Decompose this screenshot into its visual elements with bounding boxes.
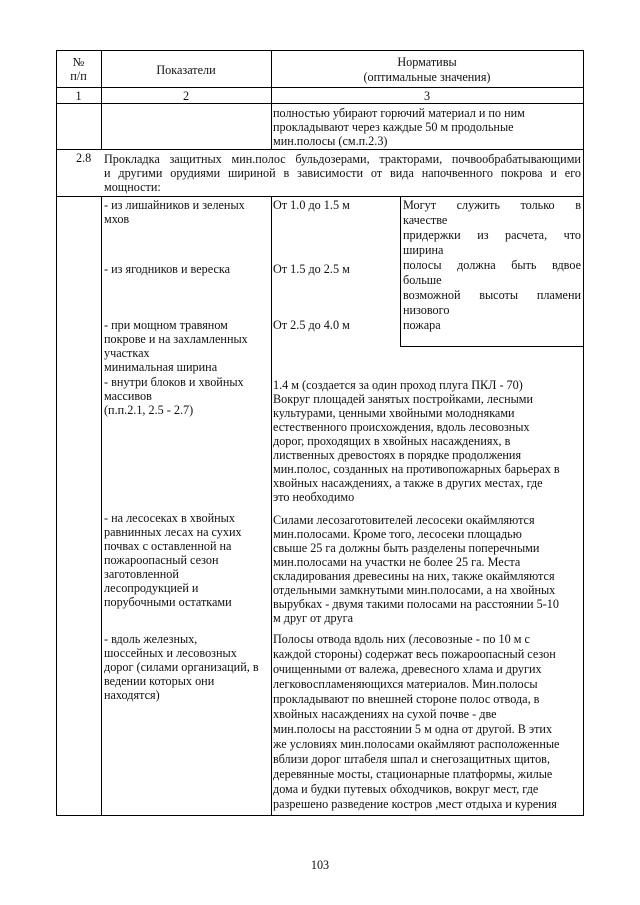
row-value-logging: свыше 25 га должны быть разделены поперечными (273, 541, 540, 555)
row-value-roads: прокладывают по внешней стороне полос отвода, в (273, 692, 540, 706)
header-norms-line1: Нормативы (397, 55, 457, 69)
row-label-roads: дорог (силами организаций, в (104, 660, 259, 674)
row-label-berry: - из ягодников и вереска (104, 262, 230, 276)
note-cell-divider (400, 196, 401, 347)
row-label-lichen: мхов (104, 212, 130, 226)
row-label-logging: пожароопасный сезон (104, 553, 219, 567)
row-value-logging: м друг от друга (273, 611, 353, 625)
col-divider-2-lower (271, 196, 272, 816)
row-label-roads: ведении которых они (104, 674, 215, 688)
row-value-logging: вырубках - двумя такими полосами на расстоянии 5-10 (273, 597, 559, 611)
section-text-line: Прокладка защитных мин.полос бульдозерами, тракторами, почвообрабатывающими (104, 152, 581, 166)
colnum-3: 3 (423, 89, 431, 103)
note-cell-bottom (400, 346, 584, 347)
header-norms-line2: (оптимальные значения) (363, 70, 491, 84)
row-value-logging: складирования древесины на них, также окаймляются (273, 569, 555, 583)
section-text-line: и другими орудиями шириной в зависимости от вида напочвенного покрова и его (104, 166, 581, 180)
row-value-blocks: дорог, проходящих в хвойных насаждениях, в (273, 434, 511, 448)
row-value-logging: мин.полосами на участки не более 25 га. Места (273, 555, 521, 569)
row-value-roads: дома и будки путевых обходчиков, вокруг мест, где (273, 782, 539, 796)
note-line: больше (403, 273, 442, 287)
continuation-line: мин.полосы (см.п.2.3) (273, 134, 388, 148)
section-divider-top (56, 149, 584, 150)
row-value-blocks: мин.полос, созданных на противопожарных барьерах в (273, 462, 560, 476)
row-value-blocks: 1.4 м (создается за один проход плуга ПКЛ - 70) (273, 378, 523, 392)
row-value-roads: хвойных насаждениях на сухой почве - две (273, 707, 497, 721)
table-border-left (56, 50, 57, 816)
continuation-line: прокладывают через каждые 50 м продольные (273, 120, 514, 134)
row-label-logging: равнинных лесах на сухих (104, 525, 242, 539)
row-value-lichen: От 1.0 до 1.5 м (273, 198, 350, 212)
row-label-lichen: - из лишайников и зеленых (104, 198, 245, 212)
row-label-logging: заготовленной (104, 567, 179, 581)
note-line: низового (403, 303, 450, 317)
header-num-line1: № (72, 55, 85, 69)
continuation-line: полностью убирают горючий материал и по ним (273, 106, 525, 120)
row-value-blocks: хвойных насаждениях, а также в других местах, где (273, 476, 543, 490)
row-value-berry: От 1.5 до 2.5 м (273, 262, 350, 276)
row-value-blocks: Вокруг площадей занятых постройками, лесными (273, 392, 534, 406)
colnum-divider (56, 103, 584, 104)
row-label-roads: находятся) (104, 688, 160, 702)
table-border-bottom (56, 815, 584, 816)
table-border-right (583, 50, 584, 816)
row-value-roads: мин.полосы на расстоянии 5 м одна от другой. В этих (273, 722, 553, 736)
colnum-2: 2 (182, 89, 190, 103)
row-value-roads: каждой стороны) содержат весь пожароопасный сезон (273, 647, 556, 661)
colnum-1: 1 (75, 89, 82, 103)
note-line: Могут служить только в (403, 198, 581, 212)
section-divider-bottom (56, 196, 584, 197)
note-line: возможной высоты пламени (403, 288, 581, 302)
row-label-roads: - вдоль железных, (104, 632, 198, 646)
header-num-line2: п/п (70, 69, 87, 83)
row-label-roads: шоссейных и лесовозных (104, 646, 237, 660)
row-label-logging: - на лесосеках в хвойных (104, 511, 235, 525)
table-border-top (56, 50, 584, 51)
note-line: полосы должна быть вдвое (403, 258, 581, 272)
row-value-blocks: лиственных древостоях в порядке продолжения (273, 448, 522, 462)
row-value-roads: деревянные мосты, стационарные платформы, жилые (273, 767, 553, 781)
page-number: 103 (310, 858, 330, 872)
row-label-blocks: массивов (104, 389, 152, 403)
row-value-logging: Силами лесозаготовителей лесосеки окаймляются (273, 513, 535, 527)
row-value-logging: отдельными замкнутыми мин.полосами, а на хвойных (273, 583, 556, 597)
row-label-blocks: (п.п.2.1, 2.5 - 2.7) (104, 403, 194, 417)
row-value-roads: разрешено разведение костров ,мест отдыха и курения (273, 797, 557, 811)
row-label-grass: минимальная ширина (104, 360, 218, 374)
row-value-blocks: это необходимо (273, 490, 355, 504)
note-line: придержки из расчета, что (403, 228, 581, 242)
row-value-blocks: естественного происхождения, вдоль лесовозных (273, 420, 530, 434)
row-value-blocks: культурами, ценными хвойными молодняками (273, 406, 515, 420)
header-indicators: Показатели (156, 63, 216, 77)
row-value-roads: Полосы отвода вдоль них (лесовозные - по 10 м с (273, 632, 530, 646)
note-line: пожара (403, 318, 441, 332)
col-divider-1-lower (101, 196, 102, 816)
row-label-grass: - при мощном травяном (104, 318, 228, 332)
note-line: ширина (403, 243, 444, 257)
row-value-grass: От 2.5 до 4.0 м (273, 318, 350, 332)
row-value-roads: очищенными от валежа, древесного хлама и других (273, 662, 542, 676)
row-label-blocks: - внутри блоков и хвойных (104, 375, 244, 389)
row-label-logging: порубочными остатками (104, 595, 232, 609)
row-value-roads: же условиях мин.полосами окаймляют расположенные (273, 737, 560, 751)
note-line: качестве (403, 213, 448, 227)
row-value-logging: мин.полосами. Кроме того, лесосеки площадью (273, 527, 522, 541)
row-label-logging: лесопродукцией и (104, 581, 199, 595)
row-label-logging: почвах с оставленной на (104, 539, 232, 553)
row-label-grass: покрове и на захламленных (104, 332, 248, 346)
header-divider (56, 87, 584, 88)
row-value-roads: легковоспламеняющихся материалов. Мин.полосы (273, 677, 538, 691)
row-label-grass: участках (104, 346, 150, 360)
section-number: 2.8 (76, 151, 92, 165)
section-text-line: мощности: (104, 180, 161, 194)
row-value-roads: вблизи дорог штабеля шпал и снегозащитных щитов, (273, 752, 550, 766)
